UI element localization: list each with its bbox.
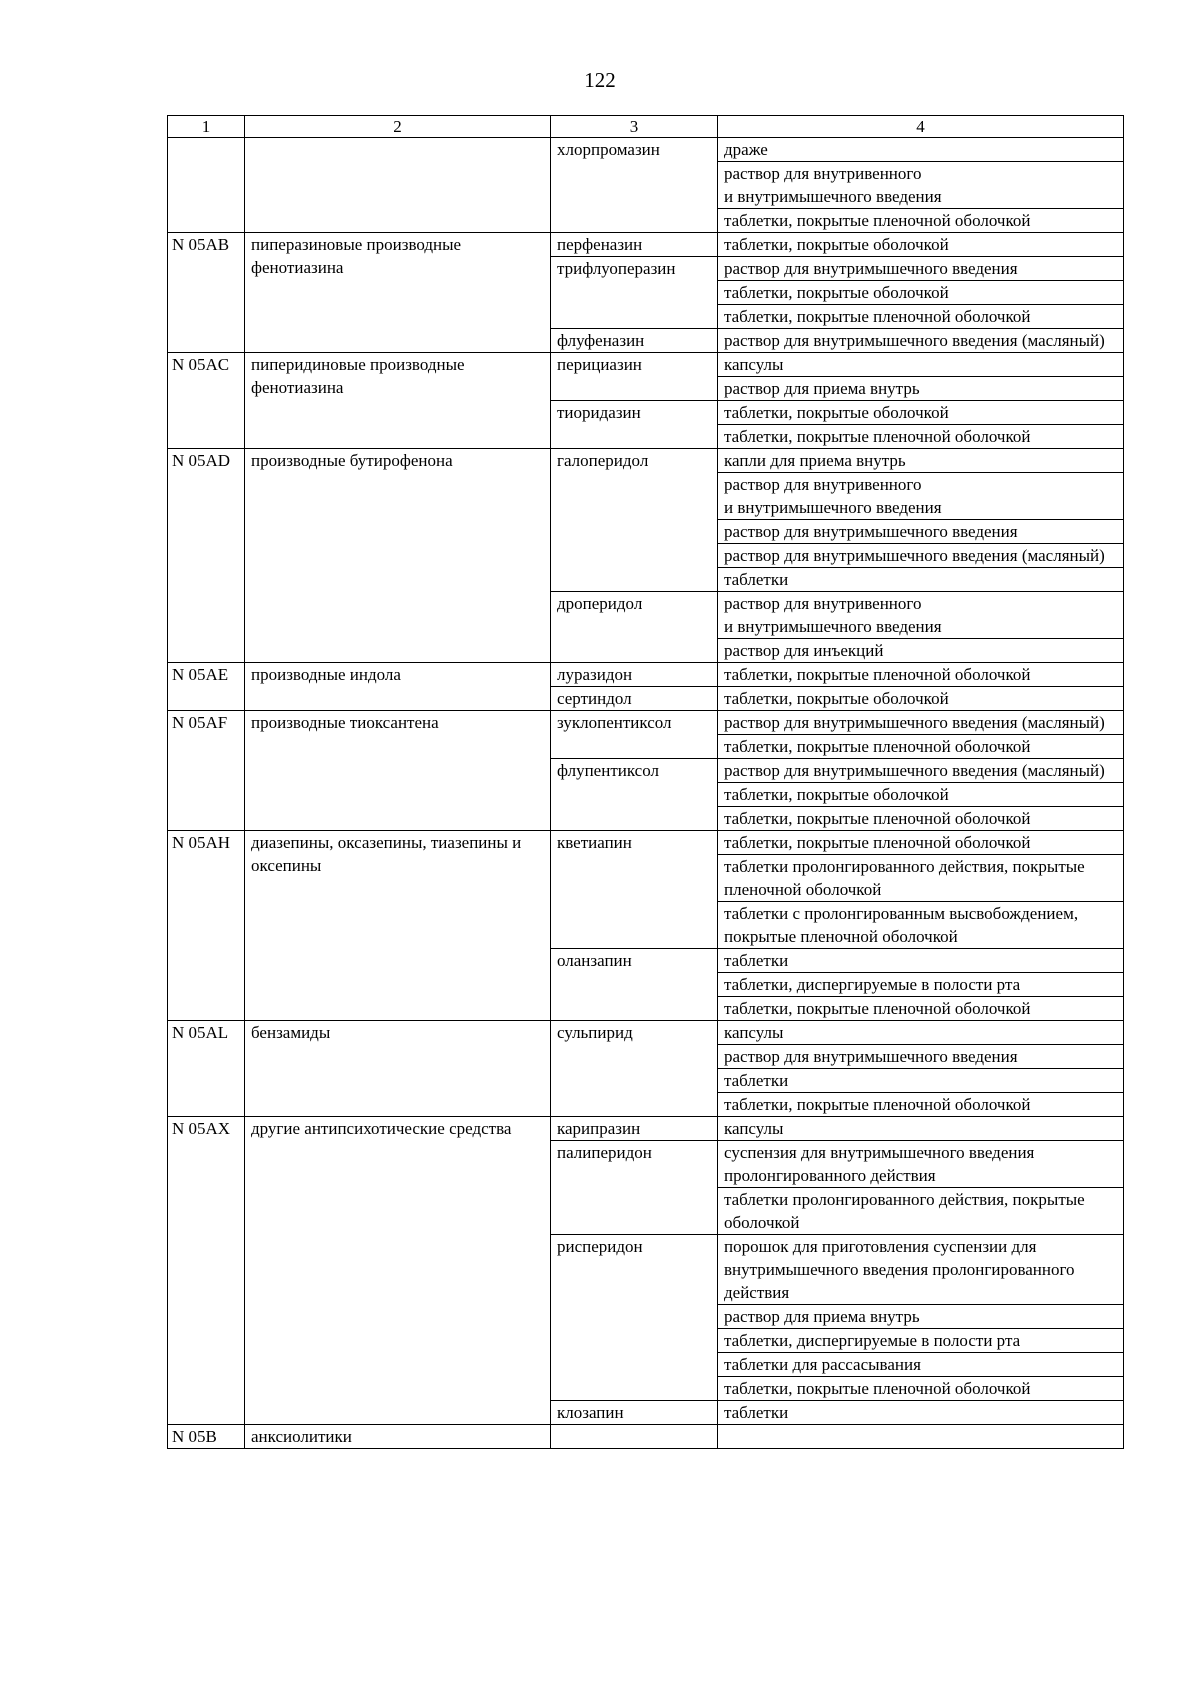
atc-group-name-cell <box>245 138 551 233</box>
dosage-form-cell: раствор для приема внутрь <box>718 377 1124 401</box>
dosage-form-cell: таблетки, покрытые пленочной оболочкой <box>718 425 1124 449</box>
dosage-form-cell: таблетки, покрытые оболочкой <box>718 687 1124 711</box>
dosage-form-cell: таблетки, покрытые оболочкой <box>718 233 1124 257</box>
dosage-form-cell: капсулы <box>718 353 1124 377</box>
substance-name-cell: трифлуоперазин <box>551 257 718 329</box>
atc-code-cell <box>168 138 245 233</box>
dosage-form-cell: капсулы <box>718 1117 1124 1141</box>
dosage-form-cell: таблетки, диспергируемые в полости рта <box>718 973 1124 997</box>
column-header: 4 <box>718 116 1124 138</box>
column-header: 2 <box>245 116 551 138</box>
table-row <box>168 663 1124 687</box>
table-row <box>168 1021 1124 1045</box>
substance-name-cell: флуфеназин <box>551 329 718 353</box>
dosage-form-cell: раствор для внутримышечного введения <box>718 257 1124 281</box>
table-row <box>168 711 1124 735</box>
substance-name-cell: хлорпромазин <box>551 138 718 233</box>
table-row <box>168 1117 1124 1141</box>
substance-name-cell: перициазин <box>551 353 718 401</box>
substance-name-cell: флупентиксол <box>551 759 718 831</box>
drug-table-body <box>168 116 1124 1449</box>
atc-group-name-cell: анксиолитики <box>245 1425 551 1449</box>
dosage-form-cell: таблетки, покрытые пленочной оболочкой <box>718 831 1124 855</box>
substance-name-cell: дроперидол <box>551 592 718 663</box>
dosage-form-cell: таблетки, покрытые оболочкой <box>718 401 1124 425</box>
atc-group-name-cell: пиперазиновые производные фенотиазина <box>245 233 551 353</box>
dosage-form-cell: таблетки, покрытые пленочной оболочкой <box>718 997 1124 1021</box>
dosage-form-cell: таблетки, покрытые пленочной оболочкой <box>718 735 1124 759</box>
atc-code-cell: N 05AL <box>168 1021 245 1117</box>
atc-group-name-cell: пиперидиновые производные фенотиазина <box>245 353 551 449</box>
page-number: 122 <box>584 68 616 92</box>
dosage-form-cell: таблетки <box>718 1401 1124 1425</box>
dosage-form-cell: порошок для приготовления суспензии для внутримышечного введения пролонгированного действия <box>718 1235 1124 1305</box>
dosage-form-cell: раствор для внутримышечного введения (масляный) <box>718 329 1124 353</box>
table-header-row <box>168 116 1124 138</box>
dosage-form-cell: капсулы <box>718 1021 1124 1045</box>
table-row <box>168 831 1124 855</box>
substance-name-cell: сульпирид <box>551 1021 718 1117</box>
dosage-form-cell: таблетки, покрытые пленочной оболочкой <box>718 1377 1124 1401</box>
dosage-form-cell: таблетки <box>718 949 1124 973</box>
atc-code-cell: N 05AX <box>168 1117 245 1425</box>
dosage-form-cell: таблетки для рассасывания <box>718 1353 1124 1377</box>
dosage-form-cell: раствор для внутривенного и внутримышечного введения <box>718 473 1124 520</box>
substance-name-cell: палиперидон <box>551 1141 718 1235</box>
dosage-form-cell: таблетки, покрытые оболочкой <box>718 783 1124 807</box>
dosage-form-cell: таблетки <box>718 568 1124 592</box>
dosage-form-cell: суспензия для внутримышечного введения пролонгированного действия <box>718 1141 1124 1188</box>
table-row <box>168 138 1124 162</box>
atc-group-name-cell: производные тиоксантена <box>245 711 551 831</box>
substance-name-cell: луразидон <box>551 663 718 687</box>
dosage-form-cell: таблетки, покрытые пленочной оболочкой <box>718 305 1124 329</box>
atc-group-name-cell: производные бутирофенона <box>245 449 551 663</box>
column-header: 3 <box>551 116 718 138</box>
dosage-form-cell <box>718 1425 1124 1449</box>
dosage-form-cell: таблетки, покрытые пленочной оболочкой <box>718 209 1124 233</box>
substance-name-cell: перфеназин <box>551 233 718 257</box>
atc-code-cell: N 05AD <box>168 449 245 663</box>
dosage-form-cell: раствор для внутримышечного введения (масляный) <box>718 544 1124 568</box>
dosage-form-cell: раствор для внутримышечного введения <box>718 520 1124 544</box>
drug-table <box>167 115 1124 1449</box>
dosage-form-cell: раствор для внутривенного и внутримышечного введения <box>718 162 1124 209</box>
atc-code-cell: N 05B <box>168 1425 245 1449</box>
dosage-form-cell: раствор для внутримышечного введения <box>718 1045 1124 1069</box>
substance-name-cell: зуклопентиксол <box>551 711 718 759</box>
atc-group-name-cell: другие антипсихотические средства <box>245 1117 551 1425</box>
substance-name-cell: оланзапин <box>551 949 718 1021</box>
table-row <box>168 353 1124 377</box>
table-row <box>168 233 1124 257</box>
dosage-form-cell: таблетки, покрытые пленочной оболочкой <box>718 1093 1124 1117</box>
table-row <box>168 1425 1124 1449</box>
atc-code-cell: N 05AF <box>168 711 245 831</box>
dosage-form-cell: драже <box>718 138 1124 162</box>
table-row <box>168 449 1124 473</box>
substance-name-cell: клозапин <box>551 1401 718 1425</box>
atc-group-name-cell: бензамиды <box>245 1021 551 1117</box>
dosage-form-cell: таблетки <box>718 1069 1124 1093</box>
atc-code-cell: N 05AB <box>168 233 245 353</box>
substance-name-cell: рисперидон <box>551 1235 718 1401</box>
dosage-form-cell: раствор для инъекций <box>718 639 1124 663</box>
dosage-form-cell: таблетки пролонгированного действия, покрытые пленочной оболочкой <box>718 855 1124 902</box>
dosage-form-cell: таблетки, диспергируемые в полости рта <box>718 1329 1124 1353</box>
substance-name-cell <box>551 1425 718 1449</box>
dosage-form-cell: раствор для внутримышечного введения (масляный) <box>718 711 1124 735</box>
substance-name-cell: кветиапин <box>551 831 718 949</box>
dosage-form-cell: таблетки, покрытые пленочной оболочкой <box>718 807 1124 831</box>
dosage-form-cell: капли для приема внутрь <box>718 449 1124 473</box>
substance-name-cell: галоперидол <box>551 449 718 592</box>
substance-name-cell: тиоридазин <box>551 401 718 449</box>
dosage-form-cell: таблетки с пролонгированным высвобождением, покрытые пленочной оболочкой <box>718 902 1124 949</box>
atc-code-cell: N 05AC <box>168 353 245 449</box>
dosage-form-cell: раствор для внутривенного и внутримышечного введения <box>718 592 1124 639</box>
substance-name-cell: карипразин <box>551 1117 718 1141</box>
atc-code-cell: N 05AE <box>168 663 245 711</box>
dosage-form-cell: раствор для внутримышечного введения (масляный) <box>718 759 1124 783</box>
atc-code-cell: N 05AH <box>168 831 245 1021</box>
dosage-form-cell: раствор для приема внутрь <box>718 1305 1124 1329</box>
substance-name-cell: сертиндол <box>551 687 718 711</box>
dosage-form-cell: таблетки пролонгированного действия, покрытые оболочкой <box>718 1188 1124 1235</box>
dosage-form-cell: таблетки, покрытые оболочкой <box>718 281 1124 305</box>
atc-group-name-cell: производные индола <box>245 663 551 711</box>
atc-group-name-cell: диазепины, оксазепины, тиазепины и оксепины <box>245 831 551 1021</box>
dosage-form-cell: таблетки, покрытые пленочной оболочкой <box>718 663 1124 687</box>
column-header: 1 <box>168 116 245 138</box>
